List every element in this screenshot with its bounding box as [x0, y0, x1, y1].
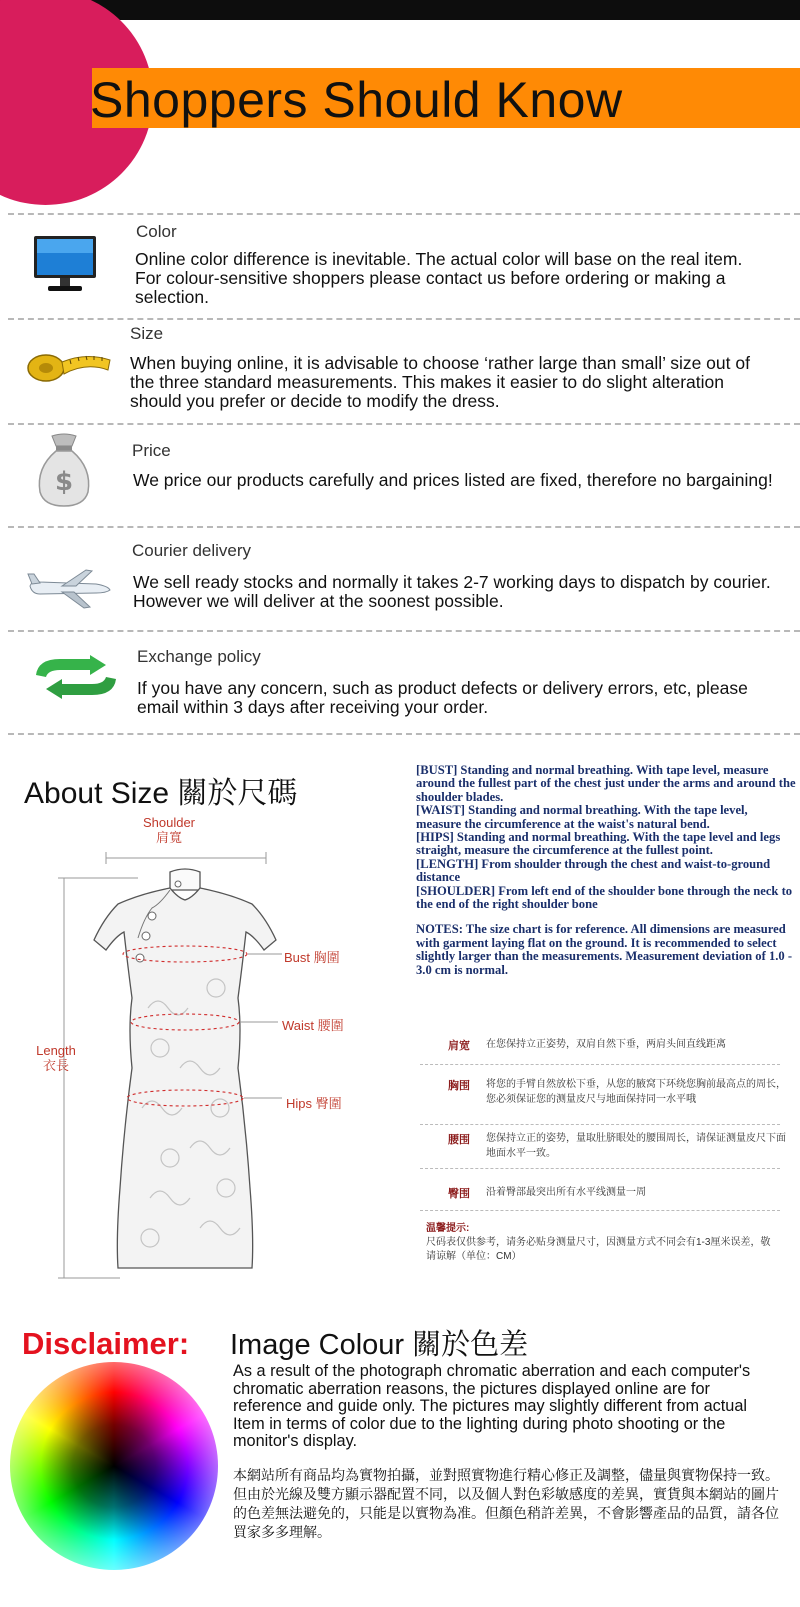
length-label-cn: 衣長 — [42, 1058, 69, 1073]
divider — [420, 1064, 780, 1065]
section-title-size: Size — [130, 324, 164, 343]
section-title-courier: Courier delivery — [132, 541, 252, 560]
page-title: Shoppers Should Know — [90, 72, 623, 128]
divider — [420, 1124, 780, 1125]
disclaimer-text-en: As a result of the photograph chromatic aberration and each computer's chromatic aberration reasons, the pictures displayed online are for reference and guide only. The pictures may slightly different from actual Item in terms of color due to the lighting during photo shooting or the monitor's display. — [233, 1362, 751, 1450]
note-hips: [HIPS] Standing and normal breathing. With the tape level and legs straight, measure the circumference at the fullest point. — [416, 830, 781, 858]
section-title-exchange: Exchange policy — [137, 647, 261, 666]
note-length: [LENGTH] From shoulder through the chest and waist-to-ground distance — [416, 856, 771, 885]
disclaimer-title: Image Colour 關於色差 — [230, 1329, 529, 1361]
svg-text:$: $ — [54, 467, 74, 497]
exchange-arrows-icon — [30, 655, 122, 699]
section-text-exchange: If you have any concern, such as product defects or delivery errors, etc, please email within 3 days after receiving your order. — [137, 678, 748, 717]
cn-note-title: 温馨提示: — [426, 1223, 470, 1234]
cn-tag: 胸围 — [448, 1080, 470, 1092]
section-text-courier: We sell ready stocks and normally it takes 2-7 working days to dispatch by courier. However we will deliver at the soonest possible. — [133, 572, 771, 611]
monitor-icon — [32, 234, 98, 294]
waist-label: Waist 腰圍 — [282, 1018, 344, 1033]
shoulder-label-en: Shoulder — [142, 815, 196, 830]
length-label-en: Length — [36, 1043, 76, 1058]
divider — [420, 1210, 780, 1211]
shoulder-label — [136, 815, 202, 845]
hips-label: Hips 臀圍 — [286, 1096, 342, 1111]
section-title-color: Color — [136, 222, 177, 241]
divider — [8, 733, 800, 735]
airplane-icon — [26, 568, 112, 610]
cn-row-shoulder — [420, 1037, 780, 1057]
cn-row-waist — [420, 1131, 786, 1161]
cn-row-bust — [420, 1077, 786, 1122]
cn-tag: 腰围 — [448, 1134, 470, 1146]
section-title-price: Price — [132, 441, 171, 460]
disclaimer-label: Disclaimer: — [22, 1326, 190, 1361]
tape-measure-icon — [26, 348, 112, 384]
divider — [8, 423, 800, 425]
cn-row-hips — [420, 1185, 780, 1203]
top-bar — [0, 0, 800, 20]
section-text-color: Online color difference is inevitable. The actual color will base on the real item. For colour-sensitive shoppers please contact us before ordering or making a selection. — [135, 249, 743, 307]
cn-note-text: 尺码表仅供参考，请务必贴身测量尺寸，因测量方式不同会有1-3厘米误差，敬请谅解（单位：CM） — [426, 1237, 771, 1262]
divider — [8, 213, 800, 215]
length-label — [28, 1043, 84, 1073]
cn-tag: 臀围 — [448, 1188, 470, 1200]
cn-text: 沿着臀部最突出所有水平线测量一周 — [486, 1187, 646, 1198]
shoulder-label-cn: 肩寬 — [155, 830, 182, 845]
color-wheel-icon — [10, 1362, 218, 1570]
divider — [8, 630, 800, 632]
divider — [8, 318, 800, 320]
bust-label: Bust 胸圍 — [284, 950, 340, 965]
disclaimer-text-cn: 本網站所有商品均為實物拍攝，並對照實物進行精心修正及調整，儘量與實物保持一致。但由於光線及雙方顯示器配置不同，以及個人對色彩敏感度的差異，實貨與本網站的圖片的色差無法避免的，只能是以實物為准。但顏色稍許差異，不會影響產品的品質，請各位買家多多理解。 — [233, 1468, 779, 1541]
section-text-size: When buying online, it is advisable to choose ‘rather large than small’ size out of the three standard measurements. This makes it easier to do slight alteration should you prefer or decide to modify the dress. — [130, 353, 750, 411]
note-shoulder: [SHOULDER] From left end of the shoulder bone through the neck to the end of the right shoulder bone — [416, 883, 793, 912]
notes-footer: NOTES: The size chart is for reference. All dimensions are measured with garment laying flat on the ground. It is recommended to select slightly larger than the measurements. Measurement deviation of 1.0 - 3.0 cm is normal. — [416, 922, 793, 977]
note-bust: [BUST] Standing and normal breathing. With tape level, measure around the fullest part of the chest just under the arms and around the shoulder blades. — [416, 763, 796, 804]
money-bag-icon — [34, 432, 94, 508]
divider — [420, 1168, 780, 1169]
cn-text: 将您的手臂自然放松下垂，从您的腋窝下环绕您胸前最高点的周长，您必须保证您的测量皮尺与地面保持同一水平哦 — [486, 1079, 786, 1105]
section-text-price: We price our products carefully and prices listed are fixed, therefore no bargaining! — [133, 470, 773, 490]
cn-text: 在您保持立正姿势，双肩自然下垂，两肩头间直线距离 — [486, 1039, 726, 1050]
about-size-title: About Size 關於尺碼 — [24, 777, 298, 810]
note-waist: [WAIST] Standing and normal breathing. With the tape level, measure the circumference at the waist's natural bend. — [416, 803, 748, 831]
cn-text: 您保持立正的姿势，量取肚脐眼处的腰围周长，请保证测量皮尺下面地面水平一致。 — [486, 1133, 786, 1159]
cn-tag: 肩宽 — [448, 1040, 470, 1052]
measurement-notes — [416, 764, 796, 977]
divider — [8, 526, 800, 528]
